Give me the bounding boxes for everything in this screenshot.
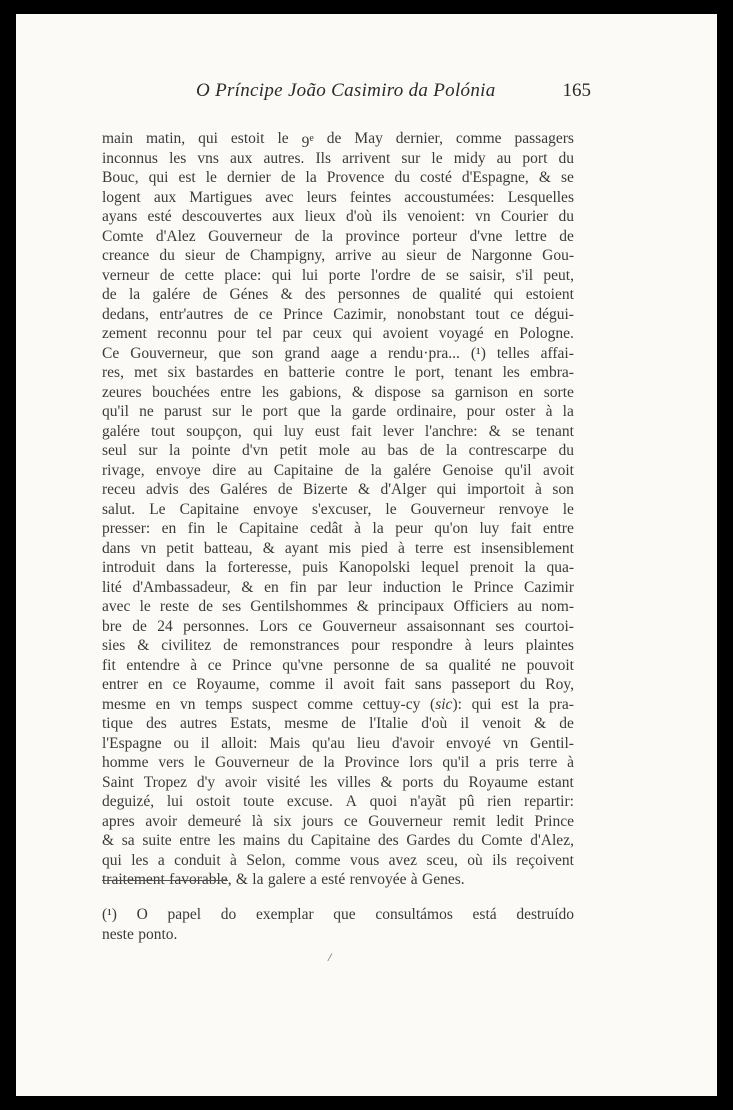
body-line: qui les a conduit à Selon, comme vous avez sceu, où ils reçoivent (102, 851, 574, 869)
body-line: l'Espagne ou il alloit: Mais qu'au lieu d'avoir envoyé vn Gentil- (102, 734, 574, 752)
body-line: introduit dans la forteresse, puis Kanopolski lequel prenoit la qua- (102, 559, 574, 576)
running-title: O Príncipe João Casimiro da Polónia (196, 80, 496, 101)
body-line: avec le reste de ses Gentilshommes & principaux Officiers au nom- (102, 598, 574, 615)
body-line: creance du sieur de Champigny, arrive au sieur de Nargonne Gou- (102, 247, 574, 264)
body-line: sies & civilitez de remonstrances pour respondre à leurs plaintes (102, 637, 574, 654)
footnote-rule (102, 880, 228, 881)
body-line: galére tout soupçon, qui luy eust fait lever l'anchre: & se tenant (102, 422, 574, 440)
body-line: Saint Tropez d'y avoir visité les villes & ports du Royaume estant (102, 773, 574, 791)
body-line: de la galére de Génes & des personnes de qualité qui estoient (102, 286, 574, 303)
body-line: ayans esté descouvertes aux lieux d'où ils venoient: vn Courier du (102, 208, 574, 225)
footnote (102, 905, 574, 944)
body-line: Ce Gouverneur, que son grand aage a rendu·pra... (¹) telles affai- (102, 344, 574, 362)
body-line: fit entendre à ce Prince qu'vne personne de sa qualité ne pouvoit (102, 656, 574, 674)
body-line: dans vn petit batteau, & ayant mis pied à terre est insensiblement (102, 539, 574, 557)
body-text (102, 129, 574, 890)
body-line: deguizé, lui ostoit toute excuse. A quoi n'ayãt pû rien repartir: (102, 793, 574, 810)
body-line: main matin, qui estoit le 9e de May dernier, comme passagers (102, 130, 574, 152)
body-line: verneur de cette place: qui lui porte l'ordre de se saisir, s'il peut, (102, 266, 574, 284)
body-line: receu advis des Galéres de Bizerte & d'Alger qui importoit à son (102, 481, 574, 498)
body-line: homme vers le Gouverneur de la Province lors qu'il a pris terre à (102, 754, 574, 771)
body-line: inconnus les vns aux autres. Ils arrivent sur le midy au port du (102, 149, 574, 167)
book-page (16, 14, 717, 1096)
body-line: lité d'Ambassadeur, & en fin par leur induction le Prince Cazimir (102, 578, 574, 596)
body-line: zement reconnu pour tel par ceux qui avoient voyagé en Pologne. (102, 325, 574, 342)
body-line: presser: en fin le Capitaine cedât à la peur qu'on luy fait entre (102, 520, 574, 537)
body-line: qu'il ne parust sur le port que la garde ordinaire, pour oster à la (102, 403, 574, 420)
body-line: mesme en vn temps suspect comme cettuy-cy (sic): qui est la pra- (102, 695, 574, 713)
page-number: 165 (562, 80, 591, 101)
footnote-line: neste ponto. (102, 925, 178, 943)
running-header (196, 80, 591, 106)
stray-mark: / (328, 950, 332, 964)
body-line: Comte d'Alez Gouverneur de la province porteur d'vne lettre de (102, 227, 574, 245)
body-line: entrer en ce Royaume, comme il avoit fait sans passeport du Roy, (102, 676, 574, 693)
body-line: dedans, entr'autres de ce Prince Cazimir, nonobstant tout ce dégui- (102, 305, 574, 323)
body-line: tique des autres Estats, mesme de l'Italie d'où il venoit & de (102, 715, 574, 732)
body-line: & sa suite entre les mains du Capitaine des Gardes du Comte d'Alez, (102, 832, 574, 849)
body-line: traitement favorable, & la galere a esté renvoyée à Genes. (102, 871, 465, 888)
body-line: apres avoir demeuré là six jours ce Gouverneur remit ledit Prince (102, 812, 574, 830)
body-line: res, met six bastardes en batterie contre le port, tenant les embra- (102, 364, 574, 381)
body-line: logent aux Martigues avec leurs feintes accoustumées: Lesquelles (102, 188, 574, 206)
body-line: rivage, envoye dire au Capitaine de la galére Genoise qu'il avoit (102, 461, 574, 479)
body-line: bre de 24 personnes. Lors ce Gouverneur assaisonnant ses courtoi- (102, 617, 574, 635)
footnote-line: (¹) O papel do exemplar que consultámos está destruído (102, 906, 574, 923)
body-line: Bouc, qui est le dernier de la Provence du costé d'Espagne, & se (102, 169, 574, 186)
body-line: seul sur la pointe d'vn petit mole au bas de la contrescarpe du (102, 442, 574, 459)
body-line: salut. Le Capitaine envoye s'excuser, le Gouverneur renvoye le (102, 500, 574, 518)
body-line: zeures bouchées entre les gabions, & dispose sa garnison en sorte (102, 383, 574, 401)
